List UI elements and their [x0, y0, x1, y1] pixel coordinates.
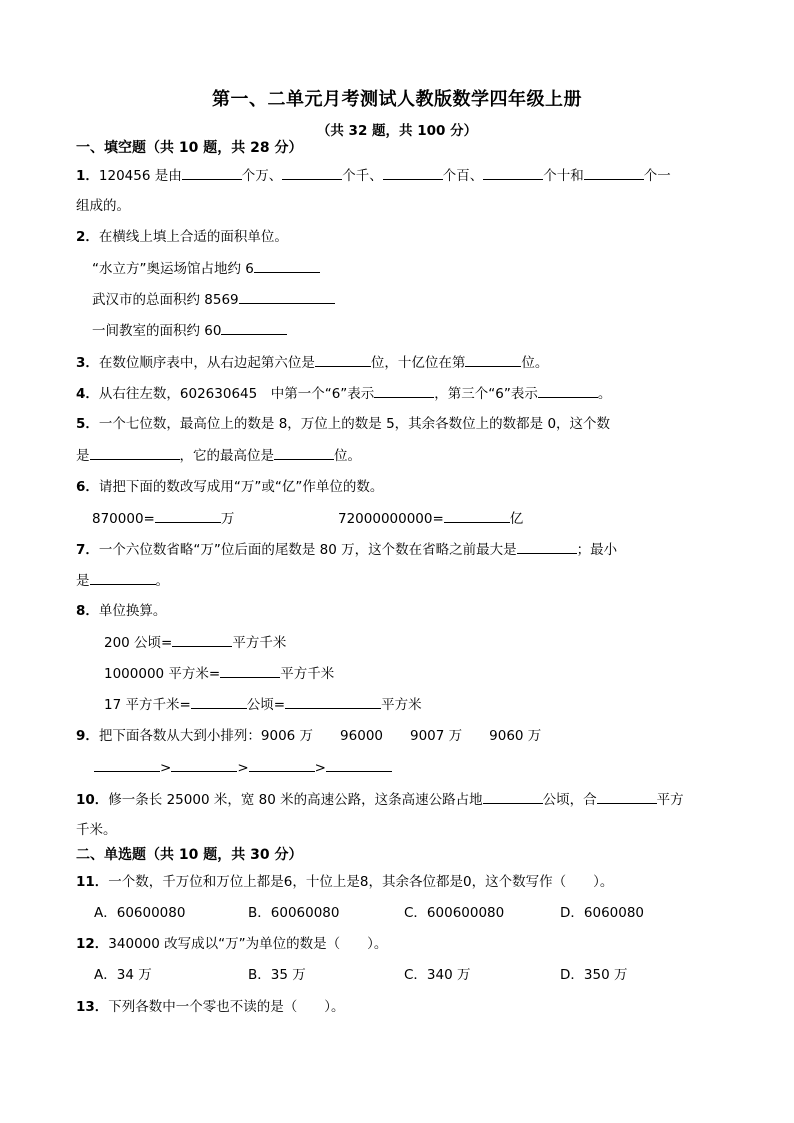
question-text: 位，十亿位在第 [370, 355, 466, 371]
question-text: 万 [220, 511, 235, 527]
question-text: 。 [597, 386, 612, 402]
answer-blank[interactable] [538, 383, 598, 398]
question-text: 平方 [656, 792, 684, 808]
page-subtitle: （共 32 题，共 100 分） [316, 123, 478, 139]
question-text: 位。 [521, 355, 549, 371]
option-b[interactable]: B．35 万 [248, 967, 306, 983]
question-number: 7． [76, 542, 99, 558]
answer-blank[interactable] [285, 694, 381, 709]
question-5 [76, 414, 610, 434]
answer-blank[interactable] [517, 539, 577, 554]
question-6a [92, 508, 234, 529]
question-number: 13． [76, 999, 109, 1015]
greater-than-sign: > [160, 760, 172, 776]
question-text: 120456 是由 [98, 168, 182, 184]
question-text: 870000= [92, 511, 155, 527]
question-2b [92, 289, 335, 310]
question-number: 3． [76, 355, 99, 371]
question-2c [92, 320, 287, 341]
question-text: “水立方”奥运场馆占地约 6 [92, 261, 254, 277]
question-12 [76, 934, 387, 954]
answer-blank[interactable] [249, 757, 315, 772]
question-text: 在数位顺序表中，从右边起第六位是 [98, 355, 315, 371]
question-10-line2: 千米。 [76, 822, 117, 838]
question-text: 亿 [509, 511, 524, 527]
answer-blank[interactable] [171, 757, 237, 772]
question-text: 个十和 [543, 168, 584, 184]
question-text: 个百、 [442, 168, 484, 184]
question-1-line2: 组成的。 [76, 198, 130, 214]
option-b[interactable]: B．60060080 [248, 905, 340, 921]
question-text: 个千、 [342, 168, 383, 184]
answer-blank[interactable] [182, 165, 242, 180]
section-heading-fill-blank: 一、填空题（共 10 题，共 28 分） [76, 140, 303, 156]
question-3 [76, 352, 548, 373]
answer-blank[interactable] [444, 508, 510, 523]
greater-than-sign: > [237, 760, 249, 776]
question-text: 72000000000= [338, 511, 444, 527]
answer-blank[interactable] [597, 789, 657, 804]
question-text: 在横线上填上合适的面积单位。 [98, 229, 288, 245]
question-number: 9． [76, 728, 99, 744]
answer-blank[interactable] [282, 165, 342, 180]
question-text: 个万、 [241, 168, 283, 184]
question-7-line2 [76, 570, 169, 591]
section-heading-single-choice: 二、单选题（共 10 题，共 30 分） [76, 847, 303, 863]
question-text: 下列各数中一个零也不读的是（ ）。 [108, 999, 345, 1015]
answer-blank[interactable] [90, 570, 156, 585]
option-a[interactable]: A．34 万 [94, 967, 152, 983]
answer-blank[interactable] [221, 320, 287, 335]
question-number: 11． [76, 874, 109, 890]
question-text: 一个六位数省略“万”位后面的尾数是 80 万，这个数在省略之前最大是 [98, 542, 517, 558]
question-8a [104, 632, 286, 653]
answer-blank[interactable] [326, 757, 392, 772]
question-4 [76, 383, 611, 404]
greater-than-sign: > [314, 760, 326, 776]
answer-blank[interactable] [90, 445, 180, 460]
question-number: 10． [76, 792, 109, 808]
question-text: 个一 [643, 168, 671, 184]
option-d[interactable]: D．350 万 [560, 967, 628, 983]
option-c[interactable]: C．600600080 [404, 905, 505, 921]
question-text: 200 公顷= [104, 635, 173, 651]
question-11 [76, 872, 613, 892]
question-text: 340000 改写成以“万”为单位的数是（ ）。 [108, 936, 388, 952]
question-text: 公顷，合 [542, 792, 597, 808]
question-number: 2． [76, 229, 99, 245]
option-c[interactable]: C．340 万 [404, 967, 471, 983]
question-9-answers [94, 757, 392, 778]
question-text: 一间教室的面积约 60 [92, 323, 222, 339]
answer-blank[interactable] [220, 663, 280, 678]
question-8 [76, 601, 166, 621]
question-10 [76, 789, 684, 810]
question-number: 4． [76, 386, 99, 402]
option-a[interactable]: A．60600080 [94, 905, 186, 921]
question-text: 17 平方千米= [104, 697, 191, 713]
question-5-line2 [76, 445, 361, 466]
question-text: 位。 [334, 448, 361, 464]
question-text: 1000000 平方米= [104, 666, 221, 682]
question-text: ，它的最高位是 [179, 448, 274, 464]
question-8b [104, 663, 334, 684]
question-number: 8． [76, 603, 99, 619]
answer-blank[interactable] [383, 165, 443, 180]
question-text: 平方千米 [232, 635, 287, 651]
page-title: 第一、二单元月考测试人教版数学四年级上册 [212, 89, 582, 110]
question-text: 公顷= [246, 697, 286, 713]
answer-blank[interactable] [465, 352, 521, 367]
question-2a [92, 258, 320, 279]
question-text: 。 [155, 573, 169, 589]
question-text: ，第三个“6”表示 [434, 386, 538, 402]
question-2 [76, 227, 288, 247]
question-text: 武汉市的总面积约 8569 [92, 292, 239, 308]
question-13 [76, 997, 345, 1017]
answer-blank[interactable] [374, 383, 434, 398]
question-text: 修一条长 25000 米，宽 80 米的高速公路，这条高速公路占地 [108, 792, 483, 808]
question-7 [76, 539, 617, 560]
answer-blank[interactable] [155, 508, 221, 523]
answer-blank[interactable] [315, 352, 371, 367]
answer-blank[interactable] [274, 445, 334, 460]
question-9 [76, 726, 541, 746]
question-text: ；最小 [576, 542, 618, 558]
answer-blank[interactable] [94, 757, 160, 772]
answer-blank[interactable] [584, 165, 644, 180]
question-8c [104, 694, 422, 715]
question-text: 平方米 [381, 697, 422, 713]
question-number: 5． [76, 416, 99, 432]
question-1 [76, 165, 671, 186]
option-d[interactable]: D．6060080 [560, 905, 645, 921]
answer-blank[interactable] [191, 694, 247, 709]
question-text: 是 [76, 573, 90, 589]
answer-blank[interactable] [239, 289, 335, 304]
question-text: 是 [76, 448, 90, 464]
question-6b [338, 508, 523, 529]
question-number: 12． [76, 936, 109, 952]
answer-blank[interactable] [172, 632, 232, 647]
question-6 [76, 477, 383, 497]
question-text: 一个七位数，最高位上的数是 8，万位上的数是 5，其余各数位上的数都是 0，这个数 [98, 416, 611, 432]
question-number: 1． [76, 168, 99, 184]
answer-blank[interactable] [483, 789, 543, 804]
question-text: 平方千米 [280, 666, 335, 682]
question-text: 从右往左数，602630645 中第一个“6”表示 [98, 386, 375, 402]
question-number: 6． [76, 479, 99, 495]
question-text: 把下面各数从大到小排列：9006 万 96000 9007 万 9060 万 [98, 728, 542, 744]
question-text: 请把下面的数改写成用“万”或“亿”作单位的数。 [98, 479, 384, 495]
question-text: 一个数，千万位和万位上都是6，十位上是8，其余各位都是0，这个数写作（ ）。 [108, 874, 614, 890]
answer-blank[interactable] [483, 165, 543, 180]
question-text: 单位换算。 [98, 603, 167, 619]
answer-blank[interactable] [254, 258, 320, 273]
